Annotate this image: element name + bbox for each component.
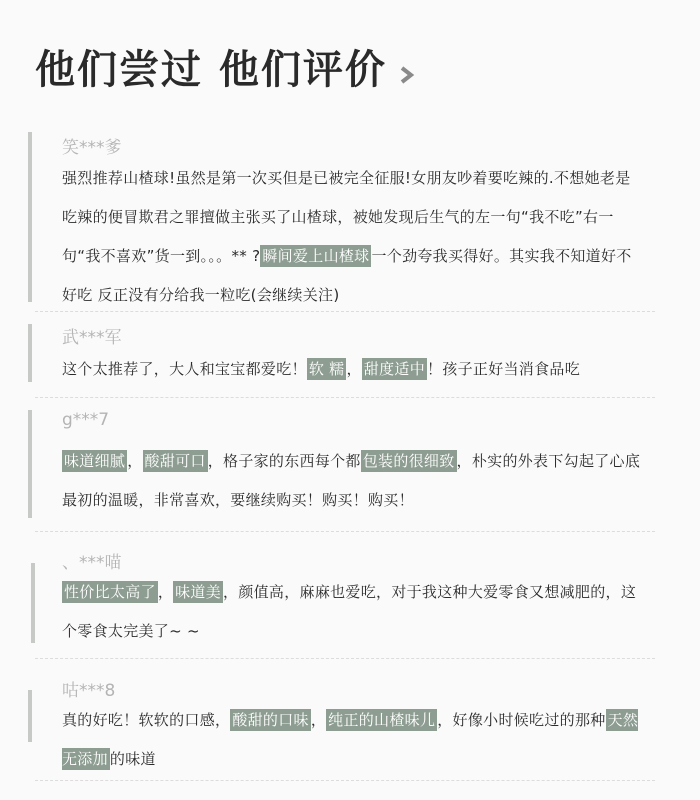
highlight-tag: 甜度适中 [363, 360, 425, 378]
review-username: 、***喵 [62, 553, 122, 573]
highlight-tag: 酸甜的口味 [232, 711, 309, 729]
review-username: 笑***爹 [62, 138, 122, 158]
review-text [62, 701, 642, 779]
quote-bar [28, 324, 32, 382]
review-username: g***7 [62, 410, 110, 430]
highlight-tag: 天然无添加 [62, 711, 639, 768]
divider [35, 311, 655, 312]
review-text [62, 573, 642, 651]
quote-bar [31, 563, 35, 643]
review-text [62, 442, 642, 520]
review-username: 咕***8 [62, 681, 116, 701]
review-text-segment: 这个太推荐了，大人和宝宝都爱吃！ [62, 360, 307, 378]
quote-bar [28, 132, 32, 302]
review-username: 武***军 [62, 328, 122, 348]
highlight-tag: 瞬间爱上山楂球 [262, 247, 370, 265]
divider [35, 658, 655, 659]
review-text-segment: 的味道 [109, 750, 156, 768]
chevron-right-icon[interactable] [399, 66, 415, 84]
review-text [62, 159, 642, 315]
page-title: 他们尝过 他们评价 [35, 47, 387, 93]
divider [35, 780, 655, 781]
review-text-segment: ， [127, 452, 143, 470]
quote-bar [28, 690, 32, 742]
review-text-segment: ，朴实的外表下勾起了心底最初的温暖，非常喜欢，要继续购买！购买！购买！ [62, 452, 641, 509]
highlight-tag: 味道美 [175, 583, 222, 601]
review-text-segment: 强烈推荐山楂球!虽然是第一次买但是已被完全征服!女朋友吵着要吃辣的.不想她老是吃辣的便冒欺君之罪擅做主张买了山楂球，被她发现后生气的左一句“我不吃”右一句“我不喜欢”货一到。。。** ? [62, 169, 631, 265]
review-text-segment: ！孩子正好当消食品吃 [427, 360, 581, 378]
highlight-tag: 酸甜可口 [144, 452, 206, 470]
review-text-segment: ， [310, 711, 327, 729]
highlight-tag: 软 糯 [308, 360, 345, 378]
review-text-segment: 真的好吃！软软的口感， [62, 711, 231, 729]
review-text-segment: ， [157, 583, 174, 601]
review-text-segment: ，好像小时候吃过的那种 [437, 711, 606, 729]
review-text-segment: ，颜值高，麻麻也爱吃，对于我这种大爱零食又想减肥的，这个零食太完美了~ ~ [62, 583, 637, 640]
highlight-tag: 性价比太高了 [64, 583, 156, 601]
review-text-segment: ， [346, 360, 362, 378]
divider [35, 397, 655, 398]
quote-bar [28, 410, 32, 518]
review-text-segment: 一个劲夸我买得好。其实我不知道好不好吃 反正没有分给我一粒吃(会继续关注) [62, 247, 632, 304]
divider [35, 531, 655, 532]
review-text [62, 350, 642, 389]
highlight-tag: 包装的很细致 [362, 452, 455, 470]
highlight-tag: 味道细腻 [64, 452, 126, 470]
highlight-tag: 纯正的山楂味儿 [328, 711, 436, 729]
review-text-segment: ，格子家的东西每个都 [207, 452, 361, 470]
